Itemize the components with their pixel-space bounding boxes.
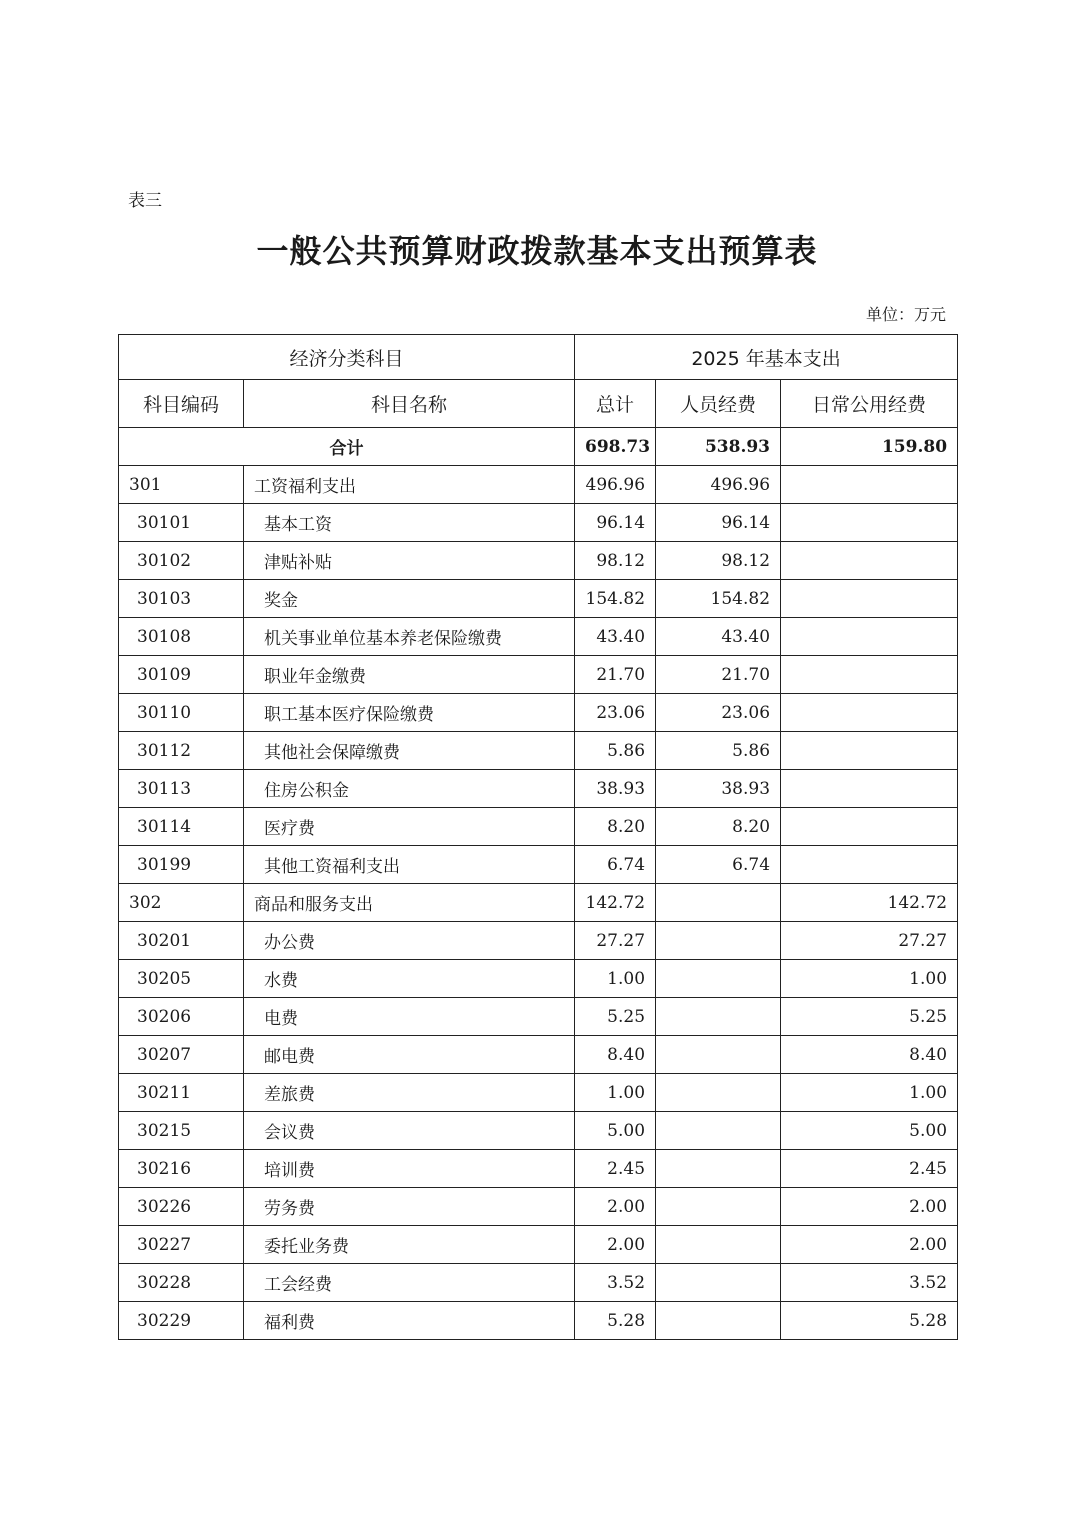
row-public <box>781 770 958 808</box>
table-row <box>119 1226 958 1264</box>
row-total: 2.00 <box>575 1226 656 1264</box>
row-public: 5.00 <box>781 1112 958 1150</box>
row-name: 商品和服务支出 <box>244 884 575 922</box>
row-name: 基本工资 <box>244 504 575 542</box>
row-total: 43.40 <box>575 618 656 656</box>
row-code: 30103 <box>119 580 244 618</box>
row-public <box>781 504 958 542</box>
header-total: 总计 <box>575 380 656 428</box>
row-total: 3.52 <box>575 1264 656 1302</box>
header-basic-expenditure: 2025 年基本支出 <box>575 335 958 380</box>
total-row <box>119 428 958 466</box>
row-code: 30112 <box>119 732 244 770</box>
row-personnel: 8.20 <box>656 808 781 846</box>
header-row-columns <box>119 380 958 428</box>
row-name: 职业年金缴费 <box>244 656 575 694</box>
table-row <box>119 884 958 922</box>
row-personnel: 496.96 <box>656 466 781 504</box>
row-total: 8.40 <box>575 1036 656 1074</box>
table-row <box>119 1112 958 1150</box>
row-name: 住房公积金 <box>244 770 575 808</box>
row-personnel <box>656 998 781 1036</box>
row-total: 96.14 <box>575 504 656 542</box>
row-name: 办公费 <box>244 922 575 960</box>
table-row <box>119 808 958 846</box>
row-total: 38.93 <box>575 770 656 808</box>
row-public <box>781 694 958 732</box>
row-personnel: 23.06 <box>656 694 781 732</box>
row-total: 5.86 <box>575 732 656 770</box>
row-public: 8.40 <box>781 1036 958 1074</box>
table-row <box>119 960 958 998</box>
row-total: 27.27 <box>575 922 656 960</box>
row-total: 98.12 <box>575 542 656 580</box>
table-row <box>119 922 958 960</box>
row-name: 奖金 <box>244 580 575 618</box>
row-public <box>781 542 958 580</box>
row-personnel <box>656 922 781 960</box>
total-amount: 698.73 <box>575 428 656 466</box>
row-code: 30102 <box>119 542 244 580</box>
table-row <box>119 504 958 542</box>
row-name: 津贴补贴 <box>244 542 575 580</box>
row-code: 30207 <box>119 1036 244 1074</box>
row-code: 30226 <box>119 1188 244 1226</box>
row-code: 30211 <box>119 1074 244 1112</box>
row-total: 6.74 <box>575 846 656 884</box>
row-code: 30227 <box>119 1226 244 1264</box>
row-code: 30228 <box>119 1264 244 1302</box>
row-personnel <box>656 1188 781 1226</box>
row-total: 2.00 <box>575 1188 656 1226</box>
header-row-group <box>119 335 958 380</box>
table-number: 表三 <box>128 191 162 211</box>
row-name: 其他社会保障缴费 <box>244 732 575 770</box>
row-code: 30114 <box>119 808 244 846</box>
row-personnel <box>656 1226 781 1264</box>
row-total: 21.70 <box>575 656 656 694</box>
row-public: 1.00 <box>781 960 958 998</box>
row-personnel <box>656 1036 781 1074</box>
header-economic-category: 经济分类科目 <box>119 335 575 380</box>
row-personnel <box>656 1264 781 1302</box>
row-name: 医疗费 <box>244 808 575 846</box>
row-name: 机关事业单位基本养老保险缴费 <box>244 618 575 656</box>
table-row <box>119 1302 958 1340</box>
row-code: 30108 <box>119 618 244 656</box>
header-personnel: 人员经费 <box>656 380 781 428</box>
header-name: 科目名称 <box>244 380 575 428</box>
row-personnel <box>656 960 781 998</box>
row-name: 电费 <box>244 998 575 1036</box>
table-row <box>119 618 958 656</box>
document-title: 一般公共预算财政拨款基本支出预算表 <box>256 232 818 270</box>
row-code: 30205 <box>119 960 244 998</box>
table-row <box>119 1188 958 1226</box>
table-row <box>119 1150 958 1188</box>
row-code: 301 <box>119 466 244 504</box>
table-row <box>119 656 958 694</box>
total-personnel: 538.93 <box>656 428 781 466</box>
row-personnel <box>656 884 781 922</box>
row-public <box>781 732 958 770</box>
row-total: 2.45 <box>575 1150 656 1188</box>
row-total: 1.00 <box>575 1074 656 1112</box>
table-row <box>119 580 958 618</box>
row-code: 30215 <box>119 1112 244 1150</box>
total-label: 合计 <box>119 428 575 466</box>
row-public: 5.28 <box>781 1302 958 1340</box>
row-total: 5.00 <box>575 1112 656 1150</box>
table-row <box>119 1036 958 1074</box>
row-personnel: 6.74 <box>656 846 781 884</box>
row-public: 5.25 <box>781 998 958 1036</box>
row-personnel: 43.40 <box>656 618 781 656</box>
row-personnel: 96.14 <box>656 504 781 542</box>
row-personnel: 98.12 <box>656 542 781 580</box>
header-code: 科目编码 <box>119 380 244 428</box>
row-name: 培训费 <box>244 1150 575 1188</box>
row-public: 1.00 <box>781 1074 958 1112</box>
row-total: 1.00 <box>575 960 656 998</box>
row-name: 福利费 <box>244 1302 575 1340</box>
row-code: 30101 <box>119 504 244 542</box>
budget-table <box>118 334 958 1340</box>
row-code: 30110 <box>119 694 244 732</box>
row-total: 142.72 <box>575 884 656 922</box>
row-name: 差旅费 <box>244 1074 575 1112</box>
row-public: 27.27 <box>781 922 958 960</box>
row-code: 302 <box>119 884 244 922</box>
row-public: 2.00 <box>781 1188 958 1226</box>
table-row <box>119 694 958 732</box>
table-row <box>119 542 958 580</box>
row-public: 2.45 <box>781 1150 958 1188</box>
row-personnel: 5.86 <box>656 732 781 770</box>
row-total: 496.96 <box>575 466 656 504</box>
table-row <box>119 770 958 808</box>
unit-label: 单位：万元 <box>865 305 946 324</box>
row-public <box>781 618 958 656</box>
total-public: 159.80 <box>781 428 958 466</box>
row-public <box>781 580 958 618</box>
row-public <box>781 808 958 846</box>
row-code: 30113 <box>119 770 244 808</box>
table-row <box>119 998 958 1036</box>
row-code: 30199 <box>119 846 244 884</box>
row-name: 水费 <box>244 960 575 998</box>
row-public <box>781 656 958 694</box>
row-total: 8.20 <box>575 808 656 846</box>
row-public <box>781 846 958 884</box>
row-code: 30201 <box>119 922 244 960</box>
row-personnel <box>656 1074 781 1112</box>
table-row <box>119 1074 958 1112</box>
row-name: 工会经费 <box>244 1264 575 1302</box>
row-name: 职工基本医疗保险缴费 <box>244 694 575 732</box>
row-personnel: 154.82 <box>656 580 781 618</box>
row-public: 142.72 <box>781 884 958 922</box>
row-name: 劳务费 <box>244 1188 575 1226</box>
row-name: 工资福利支出 <box>244 466 575 504</box>
row-personnel <box>656 1302 781 1340</box>
row-total: 5.25 <box>575 998 656 1036</box>
row-public: 3.52 <box>781 1264 958 1302</box>
row-name: 其他工资福利支出 <box>244 846 575 884</box>
row-code: 30206 <box>119 998 244 1036</box>
row-total: 23.06 <box>575 694 656 732</box>
table-row <box>119 466 958 504</box>
row-name: 邮电费 <box>244 1036 575 1074</box>
row-name: 会议费 <box>244 1112 575 1150</box>
table-row <box>119 1264 958 1302</box>
row-public <box>781 466 958 504</box>
row-code: 30216 <box>119 1150 244 1188</box>
row-personnel: 38.93 <box>656 770 781 808</box>
row-total: 5.28 <box>575 1302 656 1340</box>
row-personnel <box>656 1150 781 1188</box>
row-public: 2.00 <box>781 1226 958 1264</box>
row-name: 委托业务费 <box>244 1226 575 1264</box>
table-row <box>119 732 958 770</box>
header-public: 日常公用经费 <box>781 380 958 428</box>
row-personnel: 21.70 <box>656 656 781 694</box>
row-code: 30229 <box>119 1302 244 1340</box>
table-row <box>119 846 958 884</box>
row-code: 30109 <box>119 656 244 694</box>
row-total: 154.82 <box>575 580 656 618</box>
row-personnel <box>656 1112 781 1150</box>
